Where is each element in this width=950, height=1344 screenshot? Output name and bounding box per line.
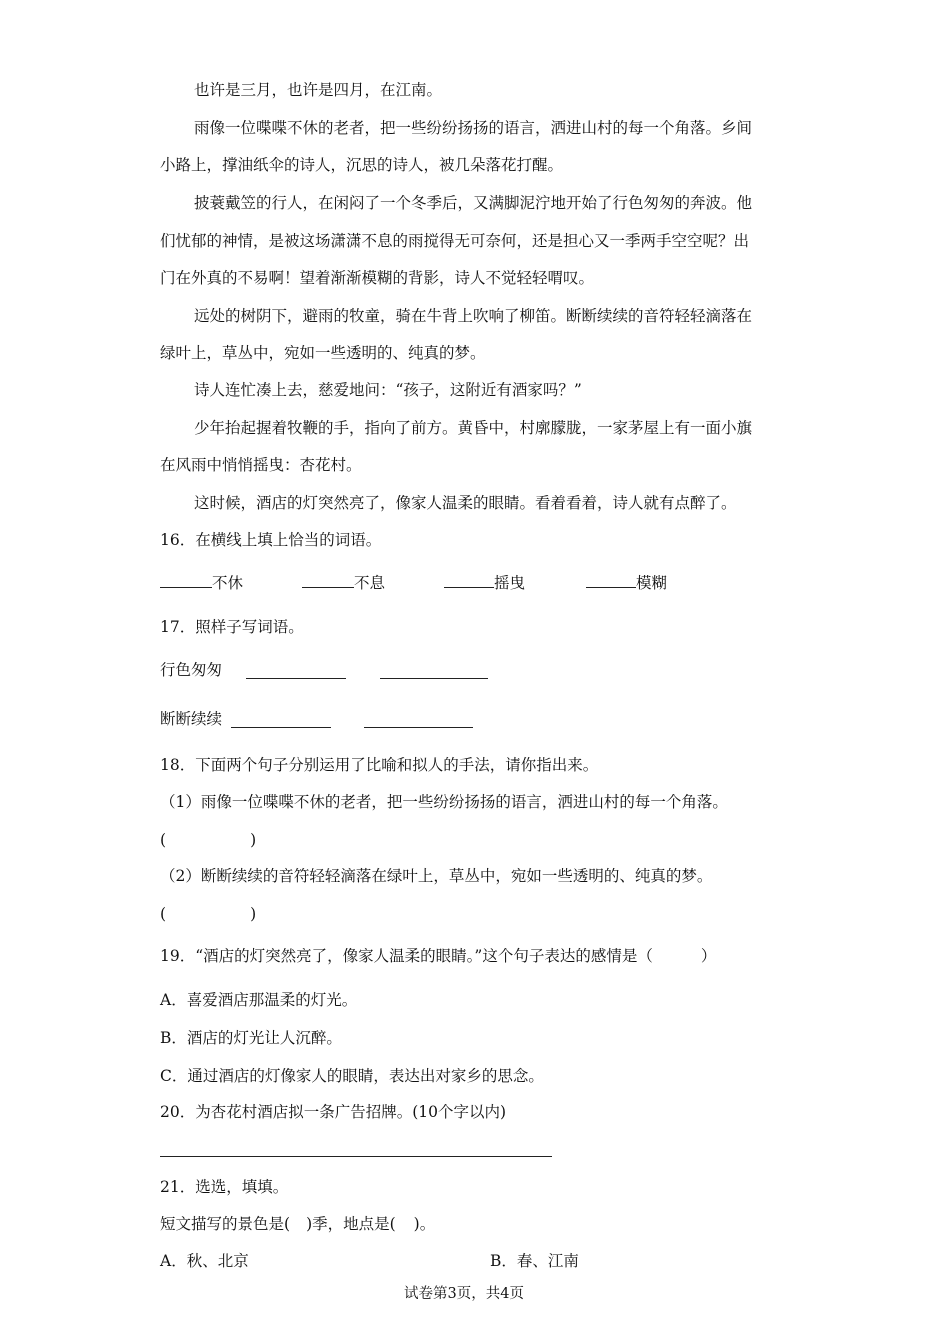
q16-stem: 16．在横线上填上恰当的词语。: [160, 531, 382, 549]
q21-option-a[interactable]: A．秋、北京: [160, 1252, 249, 1270]
passage-line-1: 也许是三月，也许是四月，在江南。: [194, 81, 443, 99]
q19-option-c[interactable]: C．通过酒店的灯像家人的眼睛，表达出对家乡的思念。: [160, 1067, 544, 1085]
q17-blank-3[interactable]: [231, 727, 331, 728]
q18-sentence-1: （1）雨像一位喋喋不休的老者，把一些纷纷扬扬的语言，洒进山村的每一个角落。: [160, 793, 728, 811]
q18-sentence-2: （2）断断续续的音符轻轻滴落在绿叶上，草丛中，宛如一些透明的、纯真的梦。: [160, 867, 713, 885]
passage-line-10: 少年抬起握着牧鞭的手，指向了前方。黄昏中，村廓朦胧，一家茅屋上有一面小旗: [194, 419, 753, 437]
passage-line-11: 在风雨中悄悄摇曳：杏花村。: [160, 456, 362, 474]
passage-line-7: 远处的树阴下，避雨的牧童，骑在牛背上吹响了柳笛。断断续续的音符轻轻滴落在: [194, 307, 753, 325]
q21-stem: 21．选选，填填。: [160, 1178, 289, 1196]
passage-line-8: 绿叶上，草丛中，宛如一些透明的、纯真的梦。: [160, 344, 486, 362]
q19-stem: 19．“酒店的灯突然亮了，像家人温柔的眼睛。”这个句子表达的感情是（ ）: [160, 947, 717, 965]
passage-line-2: 雨像一位喋喋不休的老者，把一些纷纷扬扬的语言，洒进山村的每一个角落。乡间: [194, 119, 753, 137]
q21-option-b[interactable]: B．春、江南: [490, 1252, 579, 1270]
passage-line-12: 这时候，酒店的灯突然亮了，像家人温柔的眼睛。看着看着，诗人就有点醉了。: [194, 494, 737, 512]
q17-blank-1[interactable]: [246, 678, 346, 679]
q16-blank-4[interactable]: [586, 573, 636, 588]
q20-stem: 20．为杏花村酒店拟一条广告招牌。(10个字以内): [160, 1103, 507, 1121]
q17-stem: 17．照样子写词语。: [160, 618, 304, 636]
q17-example-2: 断断续续: [160, 710, 223, 728]
passage-line-4: 披蓑戴笠的行人，在闲闷了一个冬季后，又满脚泥泞地开始了行色匆匆的奔波。他: [194, 194, 753, 212]
q20-answer-line[interactable]: [160, 1156, 552, 1157]
q18-answer-2[interactable]: ( ): [160, 905, 257, 923]
q19-option-b[interactable]: B．酒店的灯光让人沉醉。: [160, 1029, 342, 1047]
q16-item-3: 摇曳: [444, 573, 525, 593]
page-footer: 试卷第3页，共4页: [404, 1286, 524, 1302]
q17-blank-2[interactable]: [380, 678, 488, 679]
q16-item-4: 模糊: [586, 573, 667, 593]
q17-blank-4[interactable]: [364, 727, 473, 728]
passage-line-3: 小路上，撑油纸伞的诗人，沉思的诗人，被几朵落花打醒。: [160, 156, 564, 174]
q16-blank-3[interactable]: [444, 573, 494, 588]
q16-item-1: 不休: [160, 573, 243, 593]
q18-stem: 18．下面两个句子分别运用了比喻和拟人的手法，请你指出来。: [160, 756, 599, 774]
q19-option-a[interactable]: A．喜爱酒店那温柔的灯光。: [160, 991, 358, 1009]
passage-line-9: 诗人连忙凑上去，慈爱地问：“孩子，这附近有酒家吗？”: [194, 381, 582, 399]
q16-item-2: 不息: [302, 573, 385, 593]
q17-example-1: 行色匆匆: [160, 661, 223, 679]
q21-fill-sentence: 短文描写的景色是( )季，地点是( )。: [160, 1215, 436, 1233]
passage-line-6: 门在外真的不易啊！望着渐渐模糊的背影，诗人不觉轻轻喟叹。: [160, 269, 595, 287]
q16-blank-2[interactable]: [302, 573, 354, 588]
passage-line-5: 们忧郁的神情，是被这场潇潇不息的雨搅得无可奈何，还是担心又一季两手空空呢？出: [160, 232, 750, 250]
q18-answer-1[interactable]: ( ): [160, 831, 257, 849]
q16-blank-1[interactable]: [160, 573, 212, 588]
